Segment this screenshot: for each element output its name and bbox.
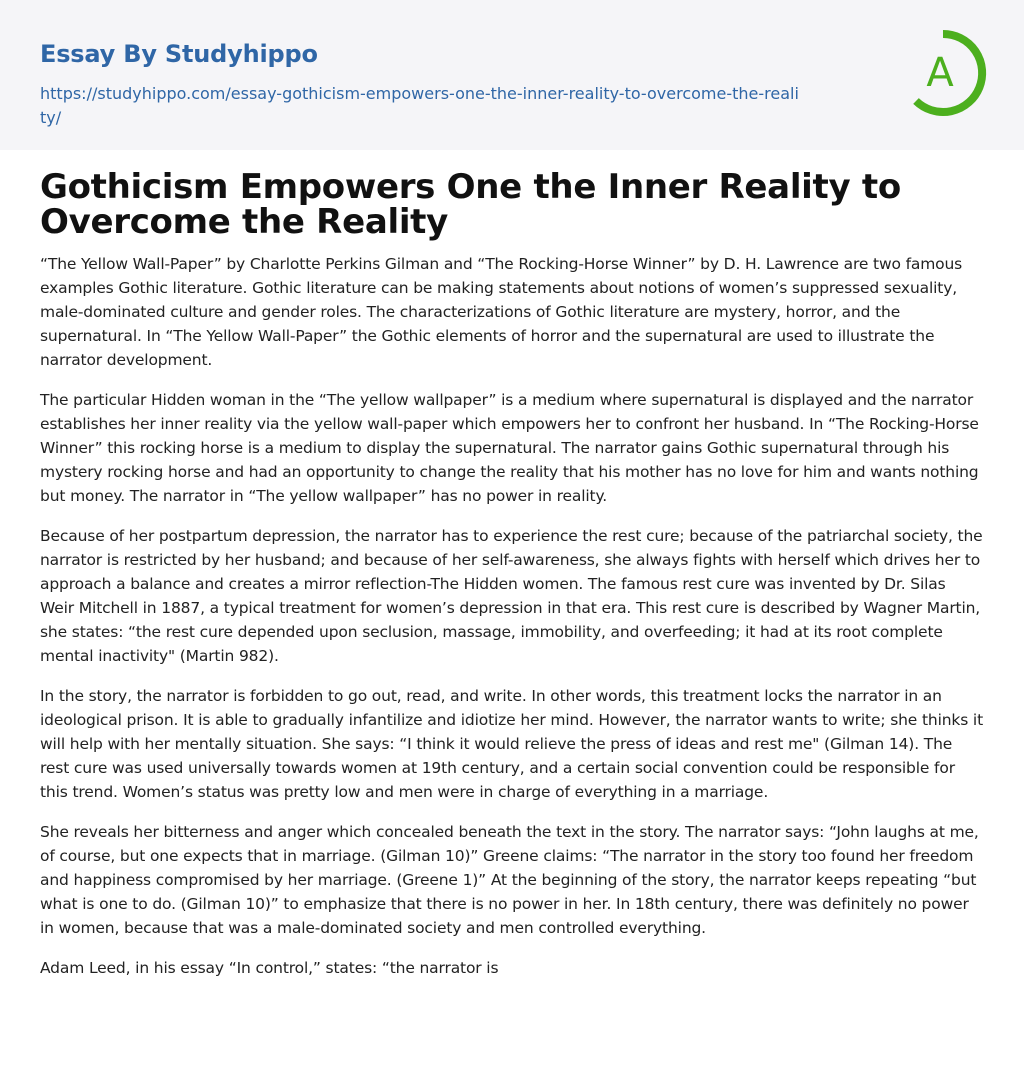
essay-paragraph: Adam Leed, in his essay “In control,” states: “the narrator is [40, 959, 499, 977]
essay-url-link[interactable]: https://studyhippo.com/essay-gothicism-empowers-one-the-inner-reality-to-overcome-the-reality/ [40, 84, 799, 127]
essay-title: Gothicism Empowers One the Inner Reality to Overcome the Reality [40, 167, 901, 242]
essay-paragraph: She reveals her bitterness and anger which concealed beneath the text in the story. The narrator says: “John laughs at me, of course, but one expects that in marriage. (Gilman 10)” Greene claims: “The narrator in the story too found her freedom and happiness compromised by her marriage. (Greene 1)” At the beginning of the story, the narrator keeps repeating “but what is one to do. (Gilman 10)” to emphasize that there is no power in her. In 18th century, there was definitely no power in women, because that was a male-dominated society and men controlled everything. [40, 823, 979, 937]
site-title[interactable]: Essay By Studyhippo [40, 40, 318, 68]
essay-paragraph: Because of her postpartum depression, the narrator has to experience the rest cure; because of the patriarchal society, the narrator is restricted by her husband; and because of her self-awareness, she always fights with herself which drives her to approach a balance and creates a mirror reflection-The Hidden women. The famous rest cure was invented by Dr. Silas Weir Mitchell in 1887, a typical treatment for women’s depression in that era. This rest cure is described by Wagner Martin, she states: “the rest cure depended upon seclusion, massage, immobility, and overfeeding; it had at its root complete mental inactivity" (Martin 982). [40, 527, 983, 665]
essay-paragraph: In the story, the narrator is forbidden to go out, read, and write. In other words, this treatment locks the narrator in an ideological prison. It is able to gradually infantilize and idiotize her mind. However, the narrator wants to write; she thinks it will help with her mentally situation. She says: “I think it would relieve the press of ideas and rest me" (Gilman 14). The rest cure was used universally towards women at 19th century, and a certain social convention could be responsible for this trend. Women’s status was pretty low and men were in charge of everything in a marriage. [40, 687, 984, 801]
essay-body [40, 252, 984, 980]
essay-paragraph: “The Yellow Wall-Paper” by Charlotte Perkins Gilman and “The Rocking-Horse Winner” by D. H. Lawrence are two famous examples Gothic literature. Gothic literature can be making statements about notions of women’s suppressed sexuality, male-dominated culture and gender roles. The characterizations of Gothic literature are mystery, horror, and the supernatural. In “The Yellow Wall-Paper” the Gothic elements of horror and the supernatural are used to illustrate the narrator development. [40, 255, 963, 369]
essay-paragraph: The particular Hidden woman in the “The yellow wallpaper” is a medium where supernatural is displayed and the narrator establishes her inner reality via the yellow wall-paper which empowers her to confront her husband. In “The Rocking-Horse Winner” this rocking horse is a medium to display the supernatural. The narrator gains Gothic supernatural through his mystery rocking horse and had an opportunity to change the reality that his mother has no love for him and wants nothing but money. The narrator in “The yellow wallpaper” has no power in reality. [40, 391, 979, 505]
logo-letter: A [926, 50, 954, 96]
